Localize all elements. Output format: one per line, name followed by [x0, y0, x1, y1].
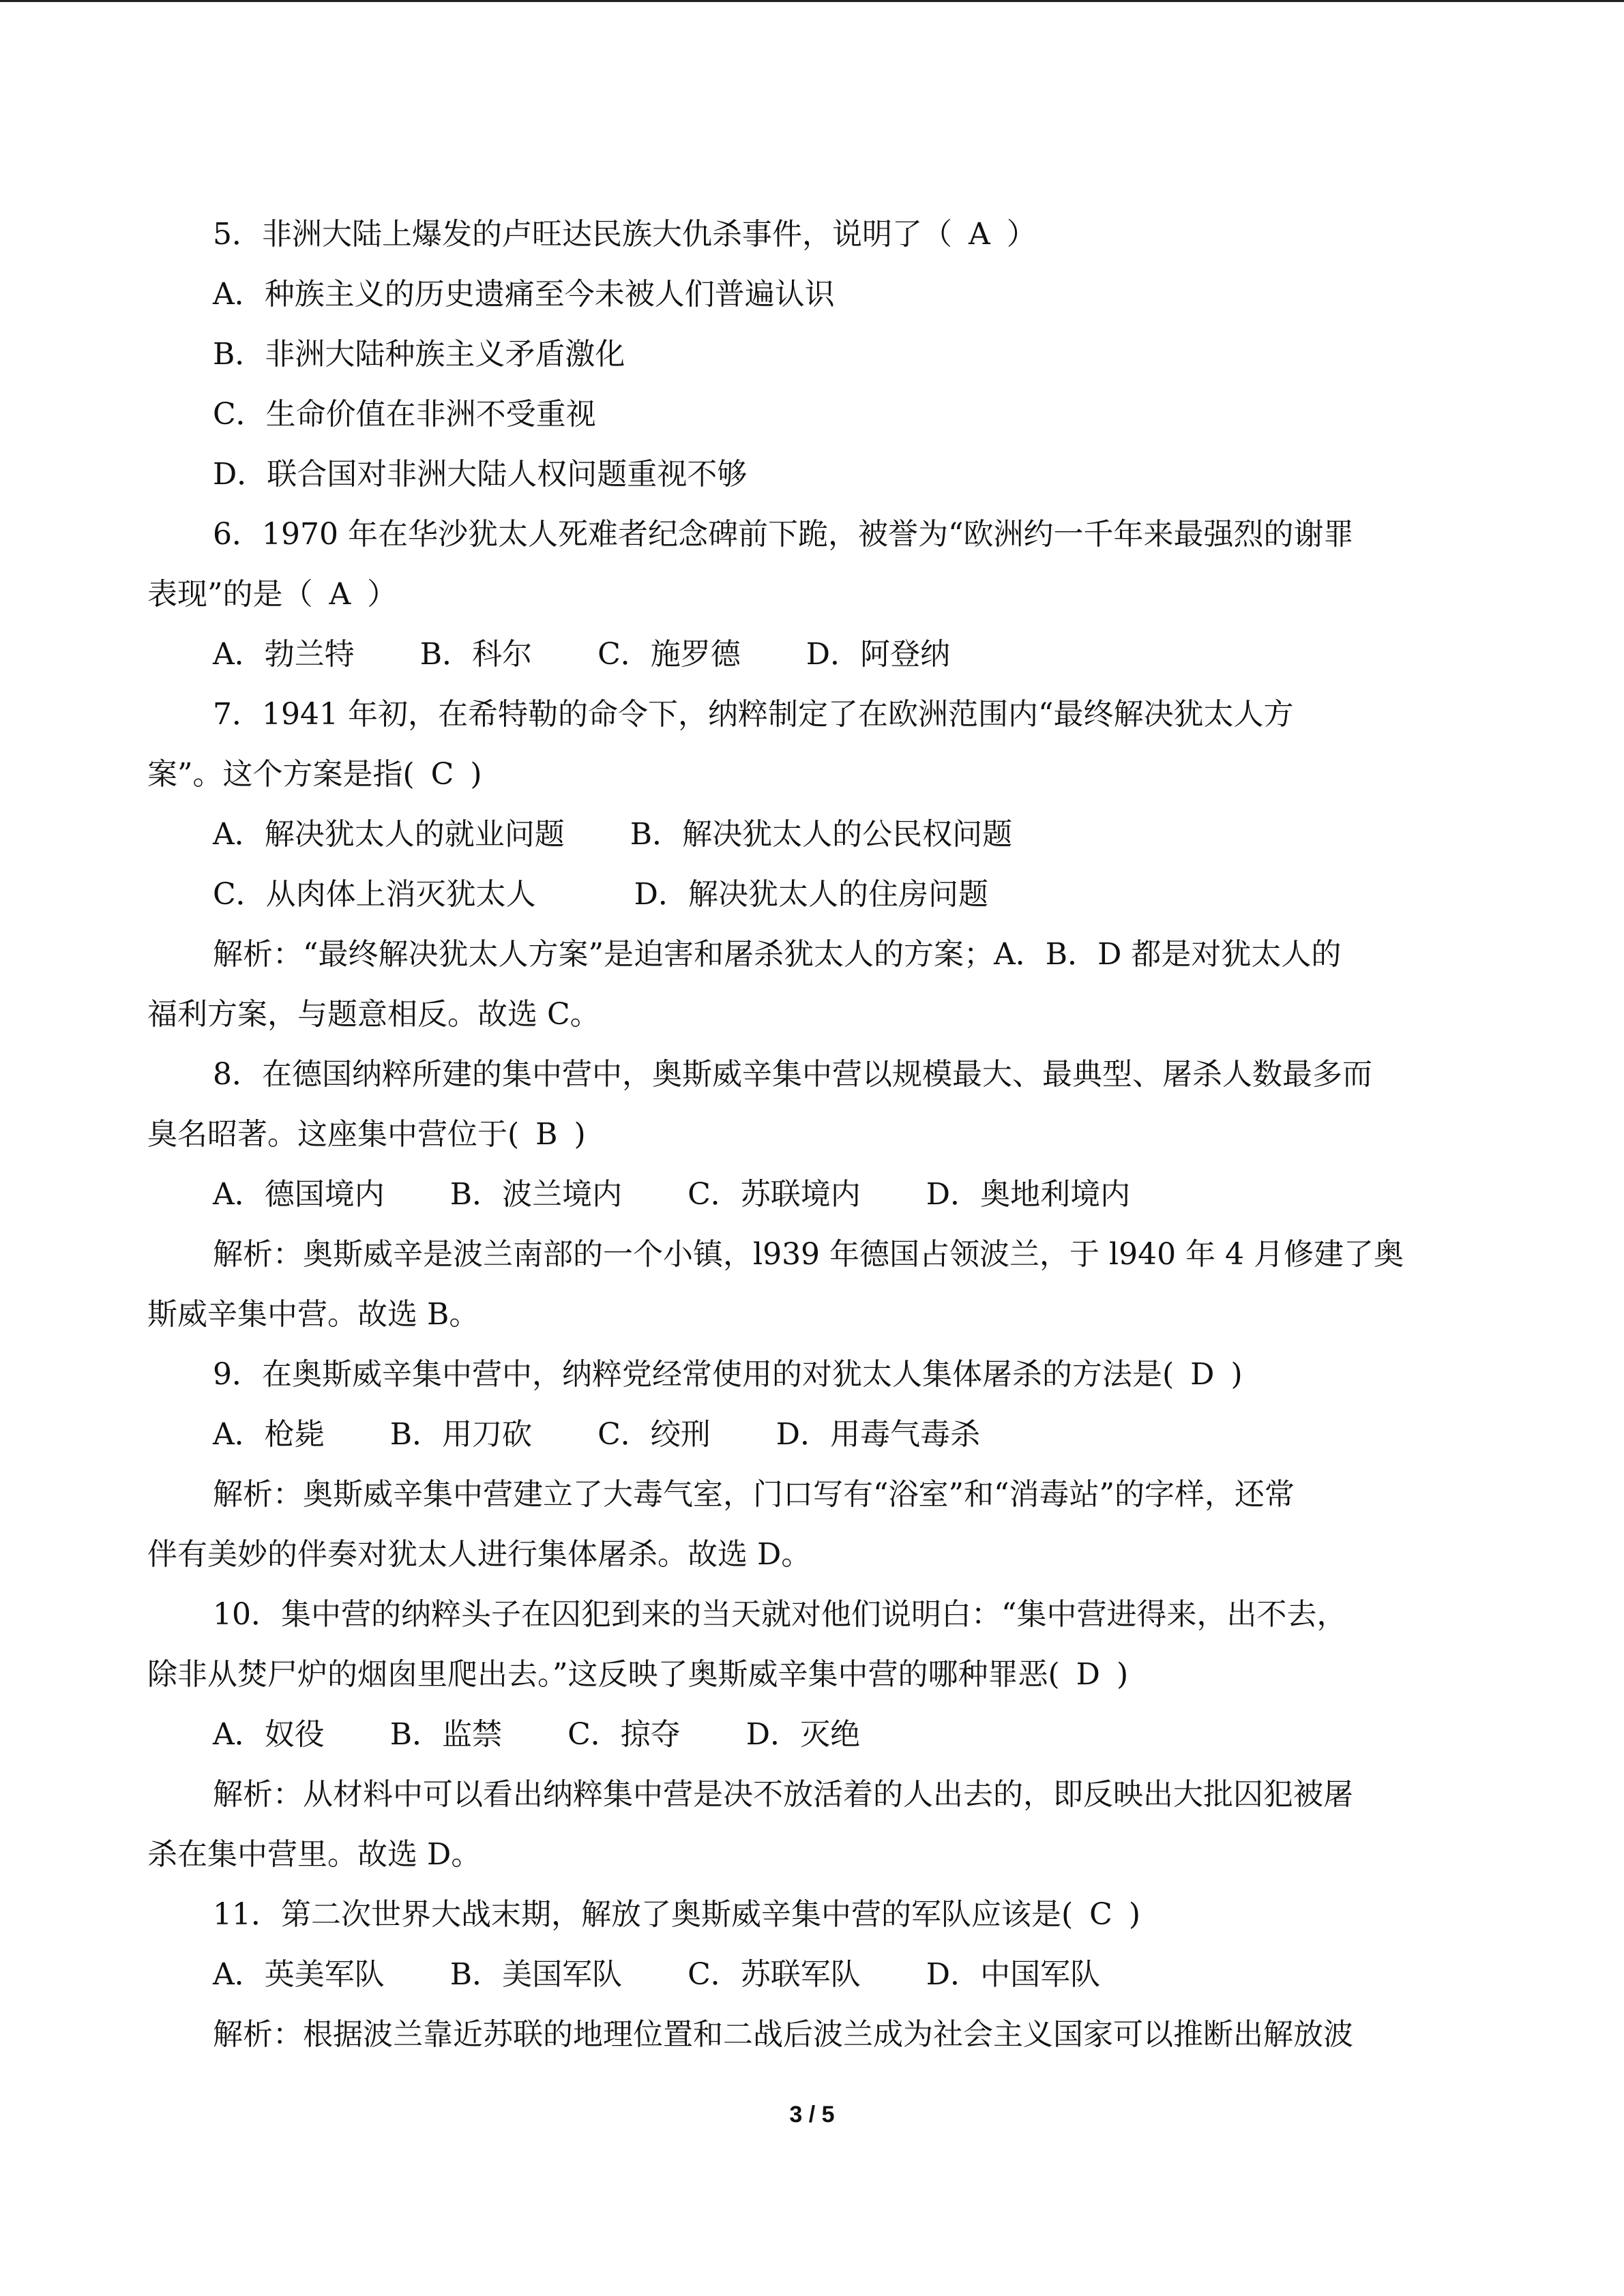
- top-border: [0, 0, 1624, 2]
- option-line: A．种族主义的历史遗痛至今未被人们普遍认识: [213, 277, 835, 312]
- answer-7: C: [430, 757, 454, 792]
- analysis-11: 解析：根据波兰靠近苏联的地理位置和二战后波兰成为社会主义国家可以推断出解放波: [213, 2017, 1353, 2052]
- question-6-stem: 6．1970 年在华沙犹太人死难者纪念碑前下跪，被誉为“欧洲约一千年来最强烈的谢罪: [213, 517, 1354, 552]
- question-9-options: A．枪毙 B．用刀砍 C．绞刑 D．用毒气毒杀: [213, 1417, 981, 1452]
- question-10-stem-cont: 除非从焚尸炉的烟囱里爬出去。”这反映了奥斯威辛集中营的哪种罪恶( D ): [147, 1645, 1477, 1705]
- question-5-stem: 5．非洲大陆上爆发的卢旺达民族大仇杀事件，说明了（ A ）: [147, 205, 1477, 265]
- analysis-8-cont: 斯威辛集中营。故选 B。: [147, 1297, 479, 1332]
- analysis-7: 解析：“最终解决犹太人方案”是迫害和屠杀犹太人的方案；A．B．D 都是对犹太人的: [213, 937, 1342, 972]
- question-11-options: A．英美军队 B．美国军队 C．苏联军队 D．中国军队: [213, 1957, 1101, 1992]
- analysis-9-cont: 伴有美妙的伴奏对犹太人进行集体屠杀。故选 D。: [147, 1537, 812, 1572]
- option-line: B．非洲大陆种族主义矛盾激化: [213, 337, 625, 372]
- question-8-options: A．德国境内 B．波兰境内 C．苏联境内 D．奥地利境内: [213, 1177, 1131, 1212]
- analysis-10: 解析：从材料中可以看出纳粹集中营是决不放活着的人出去的，即反映出大批囚犯被屠: [213, 1777, 1353, 1812]
- answer-11: C: [1089, 1897, 1112, 1932]
- question-8-stem-cont: 臭名昭著。这座集中营位于( B ): [147, 1105, 1477, 1165]
- answer-10: D: [1076, 1657, 1100, 1692]
- question-7-options-row2: C．从肉体上消灭犹太人 D．解决犹太人的住房问题: [213, 877, 988, 912]
- document-body: [147, 205, 1477, 2065]
- question-6-stem-cont: 表现”的是（ A ）: [147, 565, 1477, 625]
- question-7-options-row1: A．解决犹太人的就业问题 B．解决犹太人的公民权问题: [213, 817, 1013, 852]
- analysis-9: 解析：奥斯威辛集中营建立了大毒气室，门口写有“浴室”和“消毒站”的字样，还常: [213, 1477, 1295, 1512]
- analysis-10-cont: 杀在集中营里。故选 D。: [147, 1837, 482, 1872]
- question-8-stem: 8．在德国纳粹所建的集中营中，奥斯威辛集中营以规模最大、最典型、屠杀人数最多而: [213, 1057, 1372, 1092]
- page-number: 3 / 5: [789, 2102, 835, 2128]
- question-11-stem: 11．第二次世界大战末期，解放了奥斯威辛集中营的军队应该是( C ): [147, 1885, 1477, 1945]
- question-7-stem: 7．1941 年初，在希特勒的命令下，纳粹制定了在欧洲范围内“最终解决犹太人方: [213, 697, 1294, 732]
- answer-6: A: [329, 577, 351, 612]
- question-10-stem: 10．集中营的纳粹头子在囚犯到来的当天就对他们说明白：“集中营进得来，出不去，: [213, 1597, 1347, 1632]
- option-line: D．联合国对非洲大陆人权问题重视不够: [213, 457, 748, 492]
- question-7-stem-cont: 案”。这个方案是指( C ): [147, 745, 1477, 805]
- answer-5: A: [969, 217, 990, 252]
- analysis-7-cont: 福利方案，与题意相反。故选 C。: [147, 997, 600, 1032]
- answer-9: D: [1190, 1357, 1215, 1392]
- answer-8: B: [535, 1117, 558, 1152]
- question-10-options: A．奴役 B．监禁 C．掠夺 D．灭绝: [213, 1717, 861, 1752]
- analysis-8: 解析：奥斯威辛是波兰南部的一个小镇，l939 年德国占领波兰，于 l940 年 4 月修建了奥: [213, 1237, 1404, 1272]
- question-9-stem: 9．在奥斯威辛集中营中，纳粹党经常使用的对犹太人集体屠杀的方法是( D ): [147, 1345, 1477, 1405]
- question-6-options: A．勃兰特 B．科尔 C．施罗德 D．阿登纳: [213, 637, 951, 672]
- option-line: C．生命价值在非洲不受重视: [213, 397, 596, 432]
